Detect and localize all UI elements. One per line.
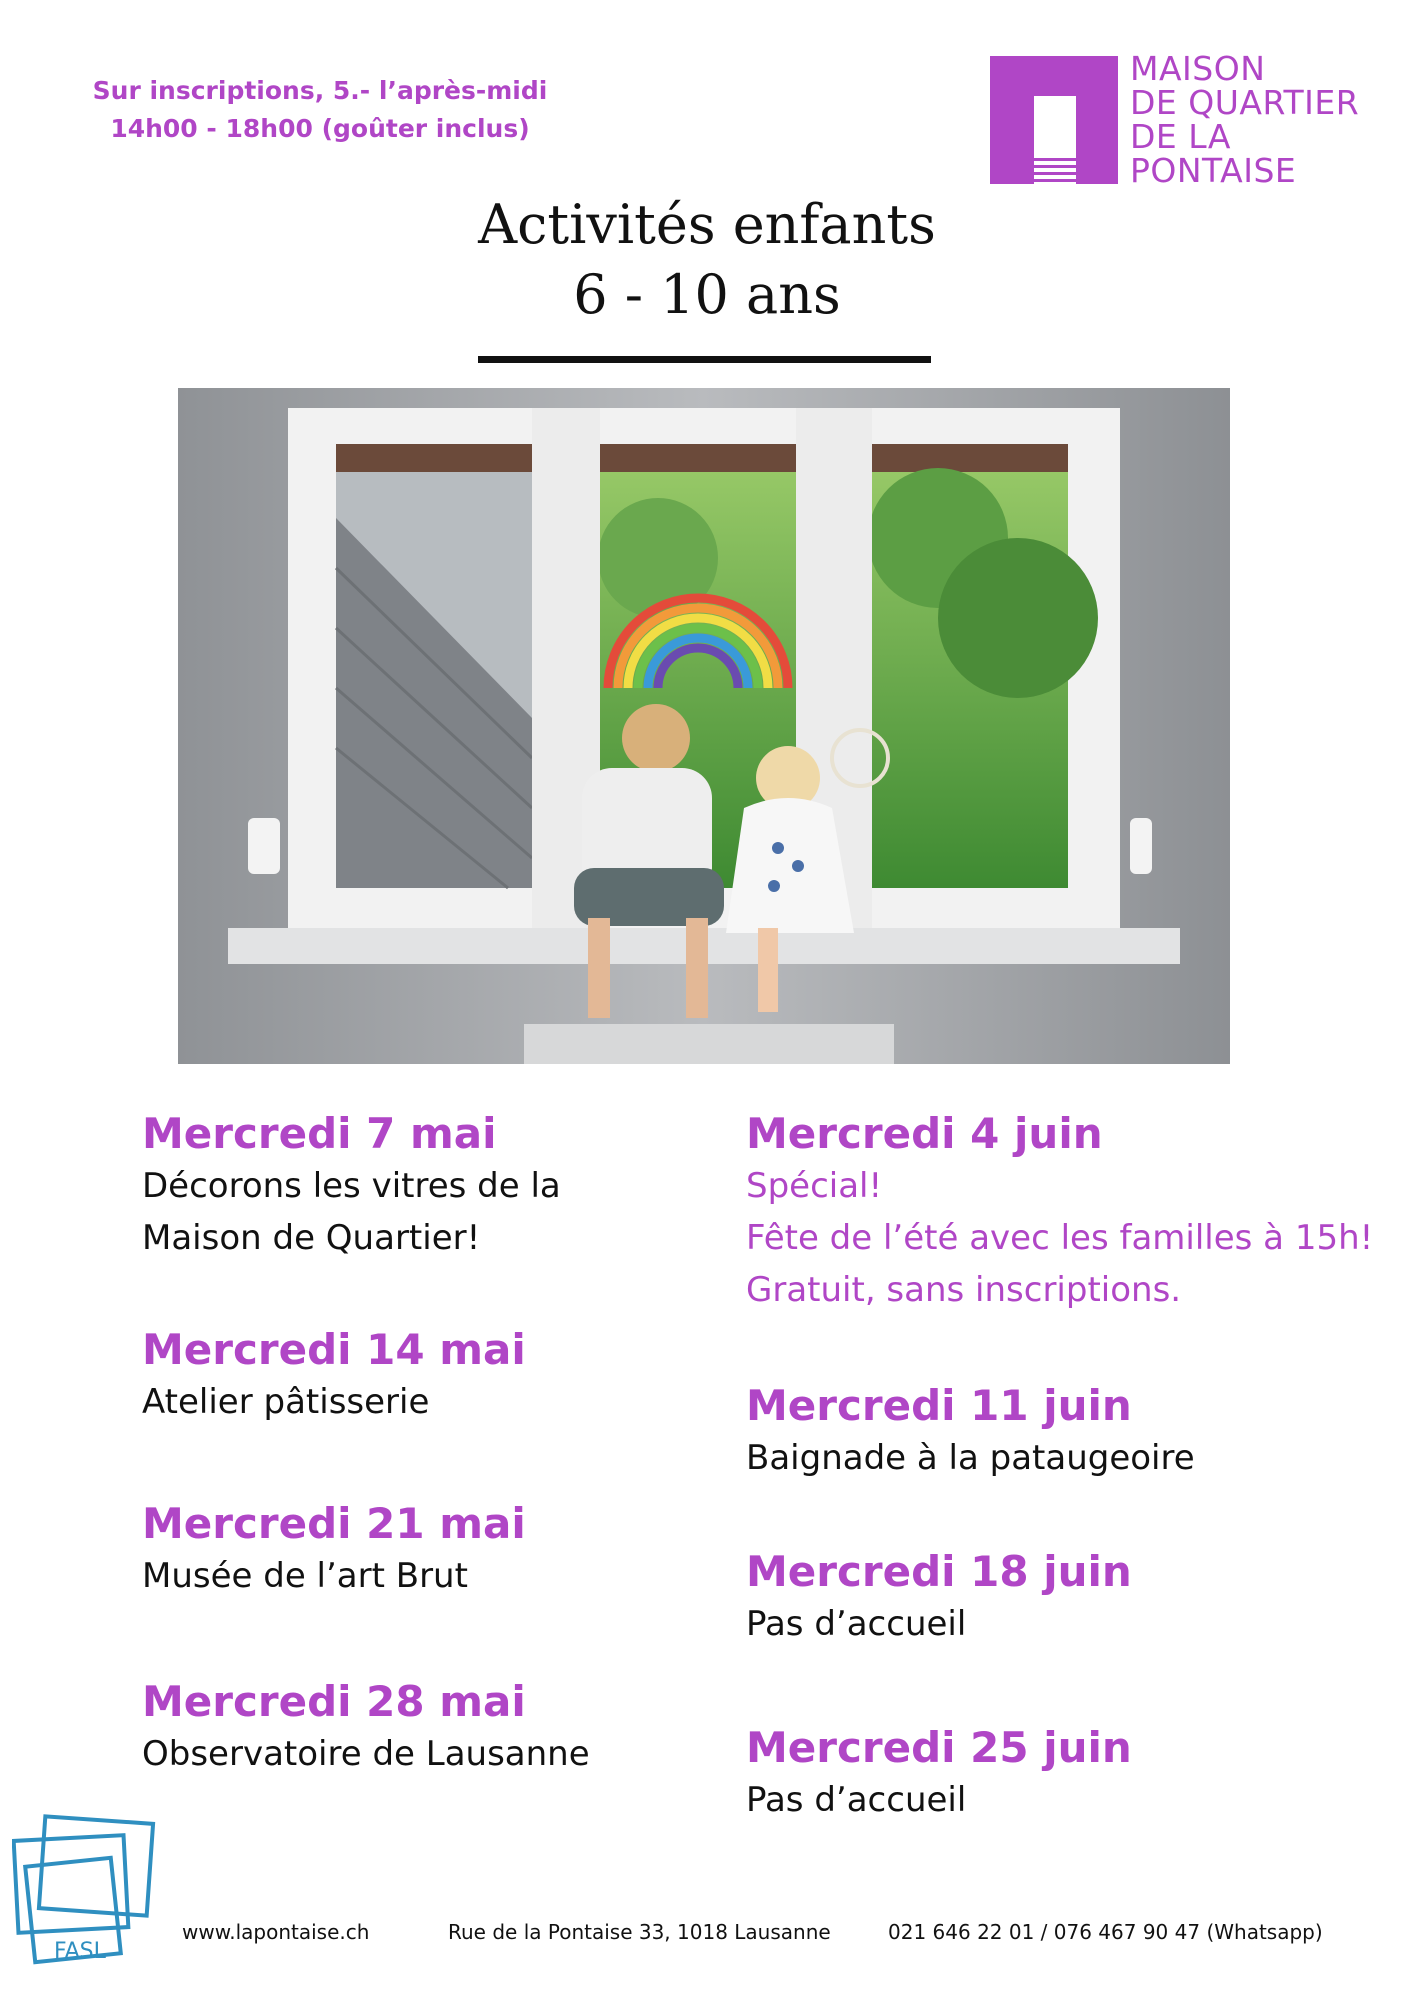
event-date: Mercredi 11 juin xyxy=(746,1381,1132,1430)
event-date: Mercredi 21 mai xyxy=(142,1499,526,1548)
website-link[interactable]: www.lapontaise.ch xyxy=(182,1920,370,1944)
fasl-label: FASL xyxy=(54,1939,106,1964)
event-date: Mercredi 28 mai xyxy=(142,1677,526,1726)
footer-phone: 021 646 22 01 / 076 467 90 47 (Whatsapp) xyxy=(888,1920,1323,1944)
registration-price-line: Sur inscriptions, 5.- l’après-midi xyxy=(92,76,548,105)
event-may-14 xyxy=(142,1324,526,1428)
event-description-line-1: Pas d’accueil xyxy=(746,1780,967,1820)
event-description-line-1: Décorons les vitres de la xyxy=(142,1166,561,1206)
event-description-line-2: Maison de Quartier! xyxy=(142,1218,481,1258)
event-date: Mercredi 18 juin xyxy=(746,1547,1132,1596)
maison-de-quartier-logo xyxy=(990,49,1390,190)
logo-line-2: DE QUARTIER xyxy=(1130,83,1360,122)
event-date: Mercredi 4 juin xyxy=(746,1109,1103,1158)
event-description-line-1: Observatoire de Lausanne xyxy=(142,1734,590,1774)
event-description-line-1: Pas d’accueil xyxy=(746,1604,967,1644)
event-june-25 xyxy=(746,1722,1132,1826)
children-window-illustration xyxy=(178,388,1230,1064)
event-date: Mercredi 14 mai xyxy=(142,1325,526,1374)
event-june-11 xyxy=(746,1380,1195,1484)
page-title xyxy=(0,190,1414,330)
event-may-28 xyxy=(142,1676,590,1780)
logo-line-4: PONTAISE xyxy=(1130,151,1297,190)
event-description-line-1: Musée de l’art Brut xyxy=(142,1556,468,1596)
logo-line-3: DE LA xyxy=(1130,117,1231,156)
event-date: Mercredi 7 mai xyxy=(142,1109,497,1158)
event-description-line-1: Baignade à la pataugeoire xyxy=(746,1438,1195,1478)
logo-wordmark xyxy=(1130,49,1360,190)
logo-stairs-icon xyxy=(1034,154,1076,184)
event-description-line-2: Fête de l’été avec les familles à 15h! xyxy=(746,1218,1374,1258)
footer-address: Rue de la Pontaise 33, 1018 Lausanne xyxy=(448,1920,831,1944)
event-date: Mercredi 25 juin xyxy=(746,1723,1132,1772)
hero-photo xyxy=(178,388,1230,1064)
registration-info xyxy=(60,72,580,148)
event-description-line-3: Gratuit, sans inscriptions. xyxy=(746,1270,1182,1310)
title-divider xyxy=(478,356,931,363)
logo-line-1: MAISON xyxy=(1130,49,1266,88)
registration-hours-line: 14h00 - 18h00 (goûter inclus) xyxy=(110,114,530,143)
title-line-1: Activités enfants xyxy=(478,193,936,256)
event-description-line-1: Spécial! xyxy=(746,1166,883,1206)
event-may-21 xyxy=(142,1498,526,1602)
fasl-squares-icon xyxy=(12,1806,162,1976)
event-may-7 xyxy=(142,1108,561,1264)
event-june-18 xyxy=(746,1546,1132,1650)
title-line-2: 6 - 10 ans xyxy=(573,263,841,326)
event-description-line-1: Atelier pâtisserie xyxy=(142,1382,430,1422)
event-june-4 xyxy=(746,1108,1373,1316)
fasl-logo xyxy=(12,1806,162,1976)
